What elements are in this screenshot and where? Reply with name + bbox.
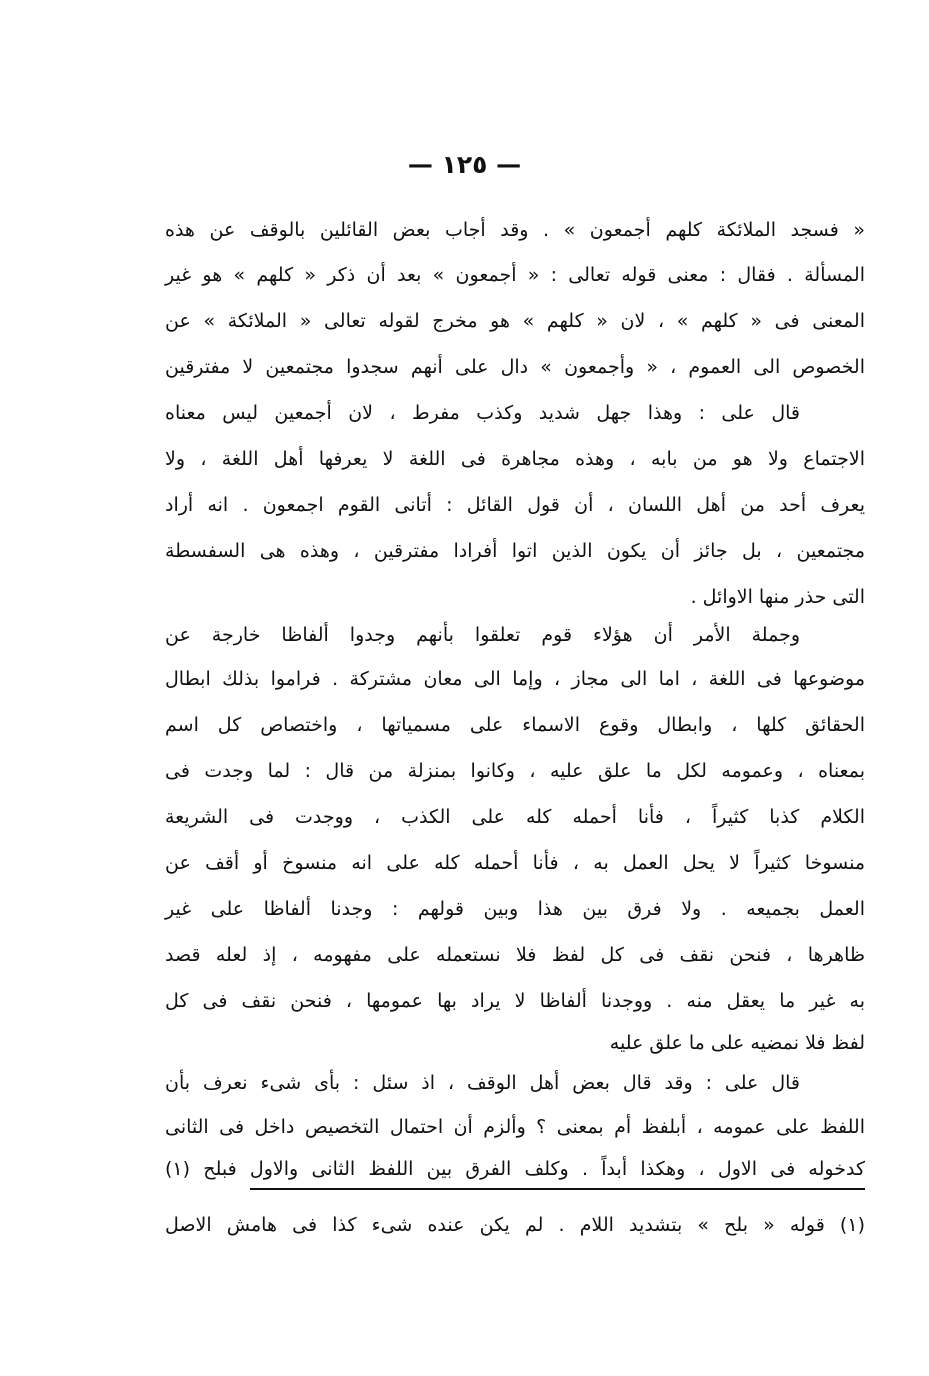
text-line: المعنى فى « كلهم » ، لان « كلهم » هو مخرج لقوله تعالى « الملائكة » عن — [165, 310, 865, 332]
text-line: ظاهرها ، فنحن نقف فى كل لفظ فلا نستعمله على مفهومه ، إذ لعله قصد — [165, 944, 865, 966]
text-line: « فسجد الملائكة كلهم أجمعون » . وقد أجاب بعض القائلين بالوقف عن هذه — [165, 219, 865, 241]
text-line: مجتمعين ، بل جائز أن يكون الذين اتوا أفرادا مفترقين ، وهذه هى السفسطة — [165, 540, 865, 562]
text-line: بمعناه ، وعمومه لكل ما علق عليه ، وكانوا بمنزلة من قال : لما وجدت فى — [165, 760, 865, 782]
text-line: الاجتماع ولا هو من بابه ، وهذه مجاهرة فى اللغة لا يعرفها أهل اللغة ، ولا — [165, 448, 865, 470]
text-line: المسألة . فقال : معنى قوله تعالى : « أجمعون » بعد أن ذكر « كلهم » هو غير — [165, 264, 865, 286]
text-line: قال على : وهذا جهل شديد وكذب مفرط ، لان أجمعين ليس معناه — [165, 402, 800, 424]
text-line: التى حذر منها الاوائل . — [690, 586, 865, 608]
text-line: موضوعها فى اللغة ، اما الى مجاز ، وإما الى معان مشتركة . فراموا بذلك ابطال — [165, 668, 865, 690]
text-line: منسوخا كثيراً لا يحل العمل به ، فأنا أحمله كله على انه منسوخ أو أقف عن — [165, 852, 865, 874]
text-line: قال على : وقد قال بعض أهل الوقف ، اذ سئل : بأى شىء نعرف بأن — [165, 1072, 800, 1094]
text-line: لفظ فلا نمضيه على ما علق عليه — [609, 1032, 865, 1054]
text-line: الكلام كذبا كثيراً ، فأنا أحمله كله على الكذب ، ووجدت فى الشريعة — [165, 806, 865, 828]
text-line: وجملة الأمر أن هؤلاء قوم تعلقوا بأنهم وجدوا ألفاظا خارجة عن — [165, 624, 800, 646]
footnote: (١) قوله « بلح » بتشديد اللام . لم يكن عنده شىء كذا فى هامش الاصل — [165, 1214, 865, 1236]
text-line: كدخوله فى الاول ، وهكذا أبداً . وكلف الفرق بين اللفظ الثانى والاول فبلح (١) — [165, 1158, 865, 1180]
text-line: العمل بجميعه . ولا فرق بين هذا وبين قولهم : وجدنا ألفاظا على غير — [165, 898, 865, 920]
text-line: الخصوص الى العموم ، « وأجمعون » دال على أنهم سجدوا مجتمعين لا مفترقين — [165, 356, 865, 378]
text-line: به غير ما يعقل منه . ووجدنا ألفاظا لا يراد بها عمومها ، فنحن نقف فى كل — [165, 990, 865, 1012]
footnote-separator — [250, 1188, 865, 1190]
text-line: اللفظ على عمومه ، أبلفظ أم بمعنى ؟ وألزم أن احتمال التخصيص داخل فى الثانى — [165, 1116, 865, 1138]
text-line: الحقائق كلها ، وابطال وقوع الاسماء على مسمياتها ، واختصاص كل اسم — [165, 714, 865, 736]
page-number: — ١٢٥ — — [407, 150, 522, 179]
text-line: يعرف أحد من أهل اللسان ، أن قول القائل : أتانى القوم اجمعون . انه أراد — [165, 494, 865, 516]
